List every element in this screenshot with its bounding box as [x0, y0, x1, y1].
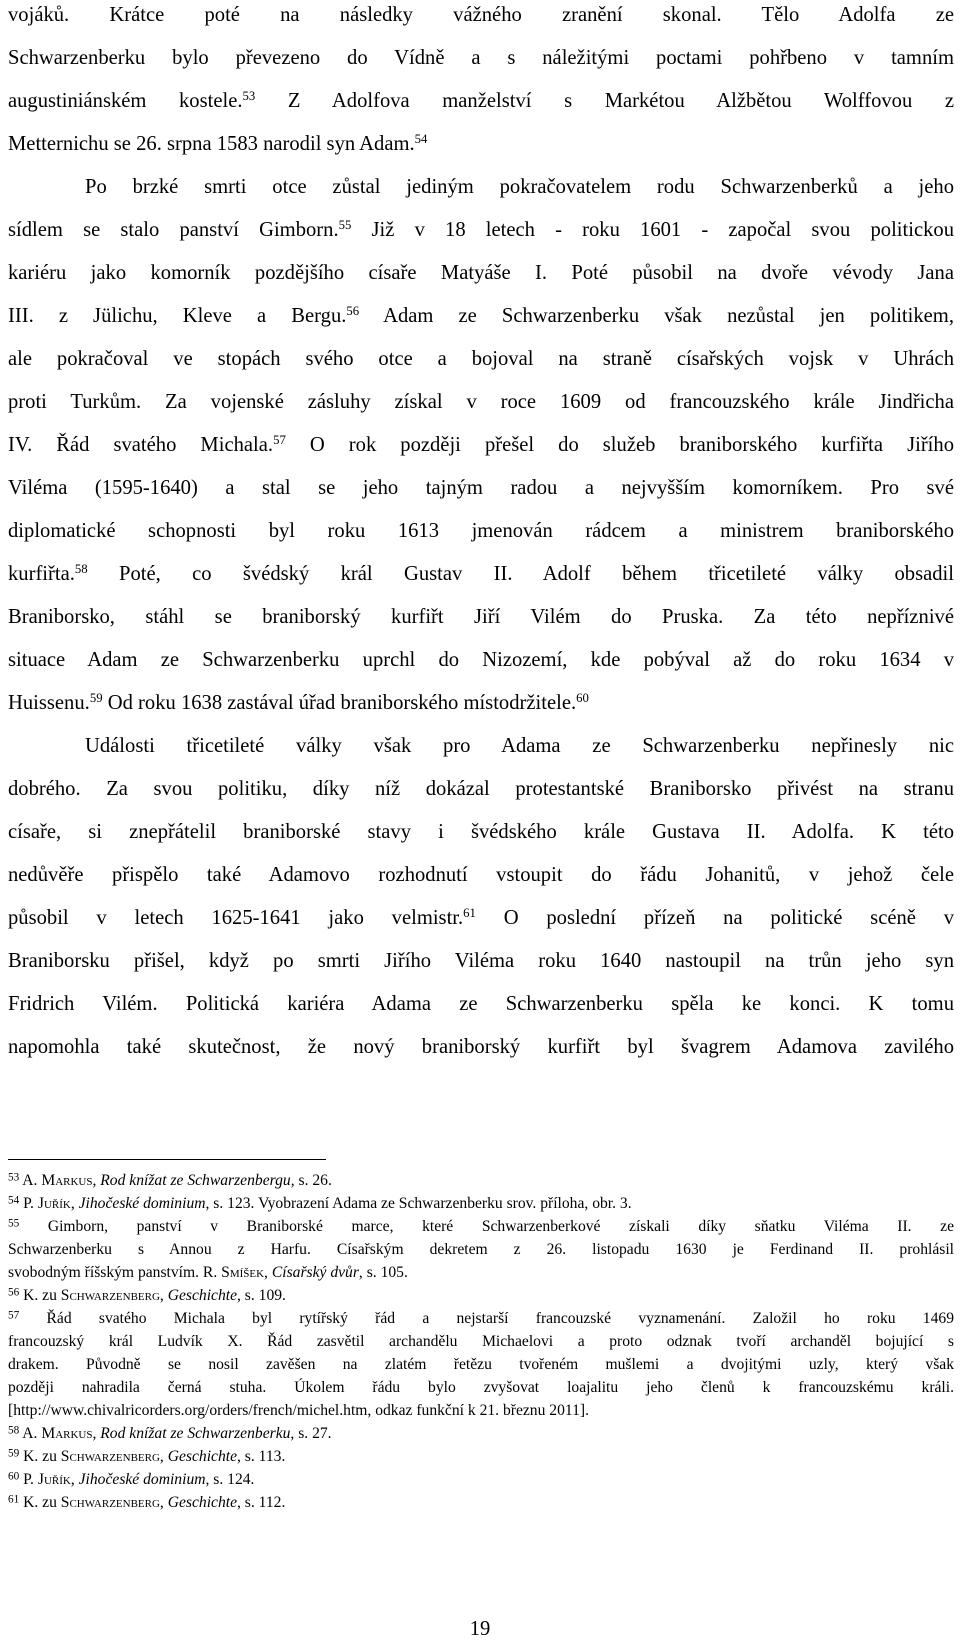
footnote-continuation: Schwarzenberku s Annou z Harfu. Císařským dekretem z 26. listopadu 1630 je Ferdinand II. prohlásil — [8, 1241, 954, 1258]
footnote: $^{60}$ P. Juřík, Jihočeské dominium, s. 124. — [8, 1470, 255, 1488]
body-line: Viléma (1595-1640) a stal se jeho tajným radou a nejvyšším komorníkem. Pro své — [8, 477, 954, 499]
footnote-ref[interactable]: 53 — [242, 88, 256, 103]
body-line: situace Adam ze Schwarzenberku uprchl do Nizozemí, kde pobýval až do roku 1634 v — [8, 649, 954, 671]
body-line: Braniborsko, stáhl se braniborský kurfiřt Jiří Vilém do Pruska. Za této nepříznivé — [8, 606, 954, 628]
body-line: ale pokračoval ve stopách svého otce a bojoval na straně císařských vojsk v Uhrách — [8, 348, 954, 370]
footnote-continuation: francouzský král Ludvík X. Řád zasvětil archandělu Michaelovi a proto odznak tvoří archanděl bojující s — [8, 1333, 954, 1350]
footnote-continuation: později nahradila černá stuha. Úkolem řádu bylo zvyšovat loajalitu jeho členů k francouzskému králi. — [8, 1379, 954, 1396]
footnote-ref[interactable]: 54 — [414, 131, 428, 146]
footnote-ref[interactable]: 59 — [89, 690, 103, 705]
body-line: diplomatické schopnosti byl roku 1613 jmenován rádcem a ministrem braniborského — [8, 520, 954, 542]
footnote-ref[interactable]: 56 — [346, 303, 360, 318]
page-number: 19 — [469, 1618, 491, 1640]
footnote-ref[interactable]: 55 — [338, 217, 352, 232]
body-line: augustiniánském kostele.$^{53}$ Z Adolfova manželství s Markétou Alžbětou Wolffovou z — [8, 88, 955, 112]
footnote-ref[interactable]: 58 — [74, 561, 88, 576]
paragraph-first-line: Po brzké smrti otce zůstal jediným pokračovatelem rodu Schwarzenberků a jeho — [85, 176, 954, 198]
footnote-ref[interactable]: 61 — [463, 905, 476, 920]
body-line: vojáků. Krátce poté na následky vážného zranění skonal. Tělo Adolfa ze — [8, 4, 954, 26]
body-line: Braniborsku přišel, když po smrti Jiřího Viléma roku 1640 nastoupil na trůn jeho syn — [8, 950, 954, 972]
body-line: proti Turkům. Za vojenské zásluhy získal v roce 1609 od francouzského krále Jindřicha — [8, 391, 954, 413]
paragraph-first-line: Události třicetileté války však pro Adama ze Schwarzenberku nepřinesly nic — [85, 735, 954, 757]
footnote: $^{54}$ P. Juřík, Jihočeské dominium, s. 123. Vyobrazení Adama ze Schwarzenberku srov. příloha, obr. 3. — [8, 1194, 632, 1212]
body-line: kurfiřta.$^{58}$ Poté, co švédský král Gustav II. Adolf během třicetileté války obsadil — [8, 561, 954, 585]
body-line: napomohla také skutečnost, že nový braniborský kurfiřt byl švagrem Adamova zavilého — [8, 1036, 954, 1058]
footnote: $^{57}$ Řád svatého Michala byl rytířský řád a nejstarší francouzské vyznamenání. Založil ho roku 1469 — [8, 1309, 954, 1327]
body-line: kariéru jako komorník pozdějšího císaře Matyáše I. Poté působil na dvoře vévody Jana — [8, 262, 954, 284]
footnote: $^{55}$ Gimborn, panství v Braniborské marce, které Schwarzenberkové získali díky sňatku Viléma II. ze — [8, 1217, 954, 1235]
body-line: IV. Řád svatého Michala.$^{57}$ O rok později přešel do služeb braniborského kurfiřta Jiřího — [8, 432, 955, 456]
footnote: $^{56}$ K. zu Schwarzenberg, Geschichte, s. 109. — [8, 1286, 286, 1304]
body-line: dobrého. Za svou politiku, díky níž dokázal protestantské Braniborsko přivést na stranu — [8, 778, 954, 800]
footnote-separator — [8, 1159, 326, 1160]
footnote-continuation: drakem. Původně se nosil zavěšen na zlatém řetězu tvořeném mušlemi a dvojitými uzly, který však — [8, 1356, 954, 1373]
footnote-url[interactable]: [http://www.chivalricorders.org/orders/french/michel.htm, odkaz funkční k 21. březnu 2011]. — [8, 1402, 589, 1419]
body-line: působil v letech 1625-1641 jako velmistr.$^{61}$ O poslední přízeň na politické scéně v — [8, 905, 954, 929]
footnote: $^{58}$ A. Markus, Rod knížat ze Schwarzenberku, s. 27. — [8, 1424, 332, 1442]
body-line: Huissenu.$^{59}$ Od roku 1638 zastával úřad braniborského místodržitele.$^{60}$ — [8, 690, 589, 714]
footnote-ref[interactable]: 60 — [576, 690, 589, 705]
footnote: $^{59}$ K. zu Schwarzenberg, Geschichte, s. 113. — [8, 1447, 286, 1465]
footnote-continuation: svobodným říšským panstvím. R. Smíšek, Císařský dvůr, s. 105. — [8, 1264, 408, 1281]
body-line: Schwarzenberku bylo převezeno do Vídně a s náležitými poctami pohřbeno v tamním — [8, 47, 954, 69]
body-line: císaře, si znepřátelil braniborské stavy i švédského krále Gustava II. Adolfa. K této — [8, 821, 954, 843]
body-line: Fridrich Vilém. Politická kariéra Adama ze Schwarzenberku spěla ke konci. K tomu — [8, 993, 954, 1015]
body-line: nedůvěře přispělo také Adamovo rozhodnutí vstoupit do řádu Johanitů, v jehož čele — [8, 864, 954, 886]
body-line: III. z Jülichu, Kleve a Bergu.$^{56}$ Adam ze Schwarzenberku však nezůstal jen politikem, — [8, 303, 954, 327]
footnote-ref[interactable]: 57 — [273, 432, 286, 447]
footnote: $^{53}$ A. Markus, Rod knížat ze Schwarzenbergu, s. 26. — [8, 1171, 332, 1189]
body-line: sídlem se stalo panství Gimborn.$^{55}$ Již v 18 letech - roku 1601 - započal svou politickou — [8, 217, 954, 241]
body-line: Metternichu se 26. srpna 1583 narodil syn Adam.$^{54}$ — [8, 131, 428, 155]
footnote: $^{61}$ K. zu Schwarzenberg, Geschichte, s. 112. — [8, 1493, 286, 1511]
